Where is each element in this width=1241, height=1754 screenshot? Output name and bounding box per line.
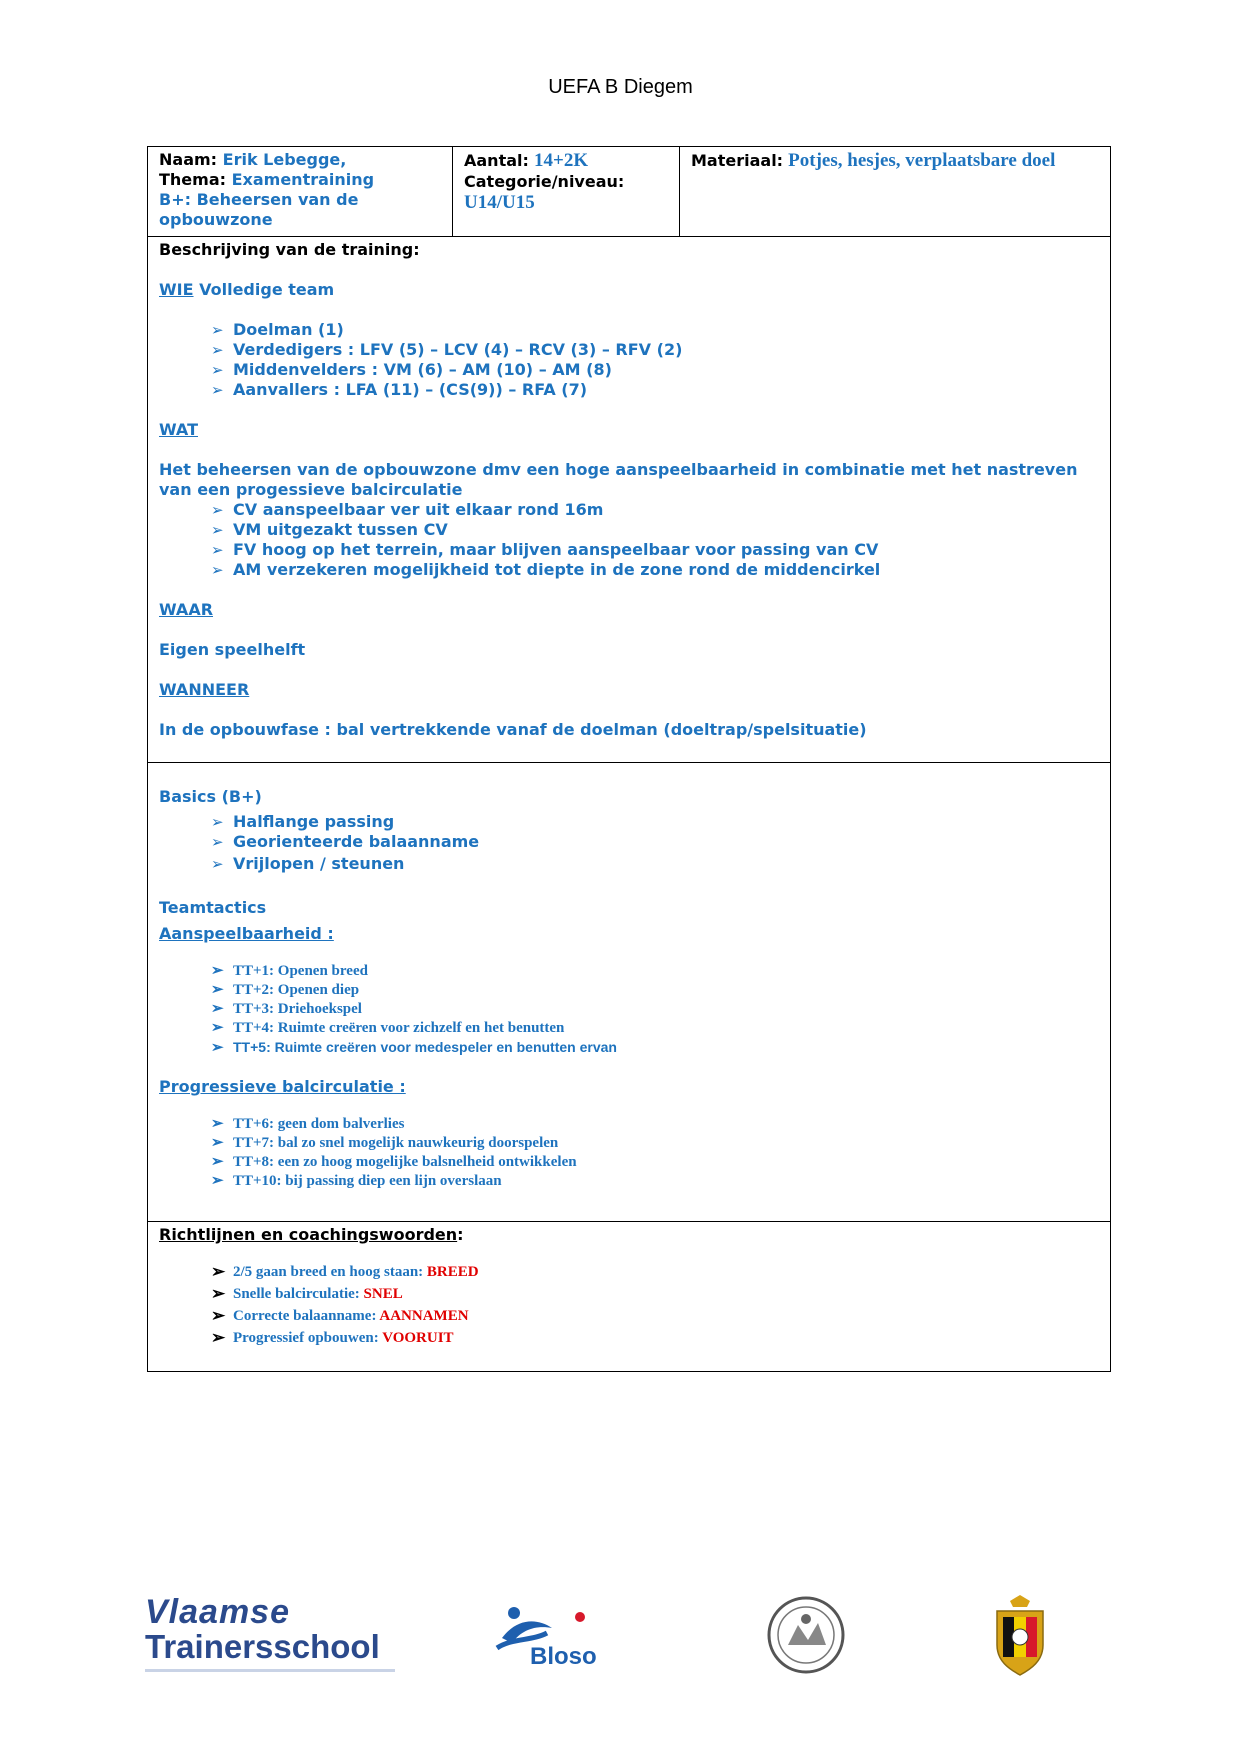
list-item: ➢ TT+8: een zo hoog mogelijke balsnelheid ontwikkelen: [211, 1154, 577, 1170]
aanspeelbaarheid-list: [159, 962, 1099, 1057]
naam-label: Naam:: [159, 150, 218, 169]
arrow-bullet-icon: ➢: [211, 1135, 224, 1151]
arrow-bullet-icon: ➢: [211, 341, 224, 359]
arrow-bullet-icon: ➢: [211, 855, 224, 873]
arrow-bullet-icon: ➢: [211, 521, 224, 539]
seal-icon: [766, 1595, 846, 1675]
info-materiaal-cell: [680, 147, 1111, 237]
arrow-bullet-icon: ➢: [211, 1328, 226, 1347]
naam-value: Erik Lebegge,: [222, 150, 347, 169]
arrow-bullet-icon: ➢: [211, 1020, 224, 1036]
progressief-label: Progressieve balcirculatie :: [159, 1077, 406, 1096]
arrow-bullet-icon: ➢: [211, 1262, 226, 1281]
arrow-bullet-icon: ➢: [211, 561, 224, 579]
wie-text: Volledige team: [199, 280, 335, 299]
list-item: ➢ Correcte balaanname: AANNAMEN: [211, 1306, 469, 1325]
arrow-bullet-icon: ➢: [211, 1306, 226, 1325]
vlaamse-trainersschool-logo: [145, 1595, 405, 1675]
arrow-bullet-icon: ➢: [211, 501, 224, 519]
list-item: ➢ TT+10: bij passing diep een lijn overslaan: [211, 1173, 502, 1189]
richtlijnen-list: [159, 1261, 1099, 1349]
materiaal-label: Materiaal:: [691, 151, 784, 170]
basics-list: [159, 812, 1099, 876]
basics-cell: [148, 763, 1111, 1222]
beschrijving-cell: [148, 237, 1111, 763]
thema-line2: B+: Beheersen van de: [159, 190, 359, 209]
beschrijving-heading: Beschrijving van de training:: [159, 240, 420, 259]
crest-icon: [985, 1593, 1055, 1678]
aantal-value: 14+2K: [534, 150, 589, 171]
list-item: ➢ TT+3: Driehoekspel: [211, 1001, 362, 1017]
list-item: ➢ CV aanspeelbaar ver uit elkaar rond 16m: [211, 500, 604, 519]
waar-text: Eigen speelhelft: [159, 640, 306, 659]
list-item: ➢ Middenvelders : VM (6) – AM (10) – AM (8): [211, 360, 612, 379]
footer-logos: [0, 1585, 1241, 1685]
info-naam-cell: [148, 147, 453, 237]
richtlijnen-cell: [148, 1222, 1111, 1372]
list-item: ➢ TT+6: geen dom balverlies: [211, 1116, 405, 1132]
waar-label: WAAR: [159, 600, 214, 619]
federation-crest-logo: [985, 1593, 1055, 1678]
wie-label: WIE: [159, 280, 194, 299]
arrow-bullet-icon: ➢: [211, 1154, 224, 1170]
vts-subline: [145, 1669, 395, 1672]
thema-line3: opbouwzone: [159, 210, 273, 229]
arrow-bullet-icon: ➢: [211, 833, 224, 851]
arrow-bullet-icon: ➢: [211, 1116, 224, 1132]
vts-line2: Trainersschool: [145, 1628, 380, 1665]
wanneer-label: WANNEER: [159, 680, 250, 699]
arrow-bullet-icon: ➢: [211, 1001, 224, 1017]
list-item: ➢ Snelle balcirculatie: SNEL: [211, 1284, 403, 1303]
list-item: ➢ TT+5: Ruimte creëren voor medespeler en benutten ervan: [211, 1039, 617, 1056]
list-item: ➢ Halflange passing: [211, 812, 395, 831]
coaching-word: BREED: [426, 1264, 479, 1280]
coaching-word: AANNAMEN: [379, 1308, 469, 1324]
arrow-bullet-icon: ➢: [211, 1284, 226, 1303]
categorie-label: Categorie/niveau:: [464, 172, 625, 191]
aanspeelbaarheid-label: Aanspeelbaarheid :: [159, 924, 334, 943]
arrow-bullet-icon: ➢: [211, 541, 224, 559]
aantal-label: Aantal:: [464, 151, 529, 170]
seal-logo: [766, 1595, 846, 1675]
bloso-text: Bloso: [530, 1643, 597, 1670]
materiaal-value: Potjes, hesjes, verplaatsbare doel: [788, 150, 1056, 171]
list-item: ➢ TT+7: bal zo snel mogelijk nauwkeurig doorspelen: [211, 1135, 559, 1151]
wat-text: Het beheersen van de opbouwzone dmv een hoge aanspeelbaarheid in combinatie met het nastreven van een progessieve balcirculatie: [159, 460, 1078, 499]
teamtactics-label: Teamtactics: [159, 898, 267, 917]
list-item: ➢ Vrijlopen / steunen: [211, 852, 1099, 876]
thema-value: Examentraining: [231, 170, 375, 189]
coaching-word: VOORUIT: [382, 1330, 454, 1346]
richtlijnen-heading: Richtlijnen en coachingswoorden: [159, 1225, 458, 1244]
coaching-word: SNEL: [363, 1286, 403, 1302]
list-item: ➢ Doelman (1): [211, 320, 344, 339]
list-item: ➢ TT+2: Openen diep: [211, 982, 360, 998]
wanneer-text: In de opbouwfase : bal vertrekkende vanaf de doelman (doeltrap/spelsituatie): [159, 720, 867, 739]
arrow-bullet-icon: ➢: [211, 361, 224, 379]
wie-list: [159, 320, 1099, 400]
bloso-logo: [492, 1603, 612, 1673]
list-item: ➢ Georienteerde balaanname: [211, 832, 480, 851]
vts-line1: Vlaamse: [145, 1593, 290, 1631]
list-item: ➢ FV hoog op het terrein, maar blijven aanspeelbaar voor passing van CV: [211, 540, 879, 559]
list-item: ➢ Progressief opbouwen: VOORUIT: [211, 1328, 454, 1347]
arrow-bullet-icon: ➢: [211, 982, 224, 998]
arrow-bullet-icon: ➢: [211, 1173, 224, 1189]
list-item: ➢ VM uitgezakt tussen CV: [211, 520, 448, 539]
list-item: ➢ TT+1: Openen breed: [211, 963, 368, 979]
info-aantal-cell: [453, 147, 680, 237]
wat-list: [159, 500, 1099, 580]
arrow-bullet-icon: ➢: [211, 381, 224, 399]
arrow-bullet-icon: ➢: [211, 321, 224, 339]
list-item: ➢ Aanvallers : LFA (11) – (CS(9)) – RFA (7): [211, 380, 588, 399]
list-item: ➢ 2/5 gaan breed en hoog staan: BREED: [211, 1262, 479, 1281]
arrow-bullet-icon: ➢: [211, 1039, 224, 1056]
progressief-list: [159, 1115, 1099, 1191]
categorie-value: U14/U15: [464, 192, 535, 213]
list-item: ➢ TT+4: Ruimte creëren voor zichzelf en het benutten: [211, 1020, 565, 1036]
arrow-bullet-icon: ➢: [211, 963, 224, 979]
page-header: UEFA B Diegem: [548, 76, 693, 98]
arrow-bullet-icon: ➢: [211, 813, 224, 831]
list-item: ➢ AM verzekeren mogelijkheid tot diepte in de zone rond de middencirkel: [211, 560, 881, 579]
basics-heading: Basics (B+): [159, 787, 262, 806]
list-item: ➢ Verdedigers : LFV (5) – LCV (4) – RCV (3) – RFV (2): [211, 340, 683, 359]
training-table: [147, 146, 1111, 1372]
wat-label: WAT: [159, 420, 198, 439]
richtlijnen-colon: :: [457, 1225, 464, 1244]
thema-label: Thema:: [159, 170, 227, 189]
